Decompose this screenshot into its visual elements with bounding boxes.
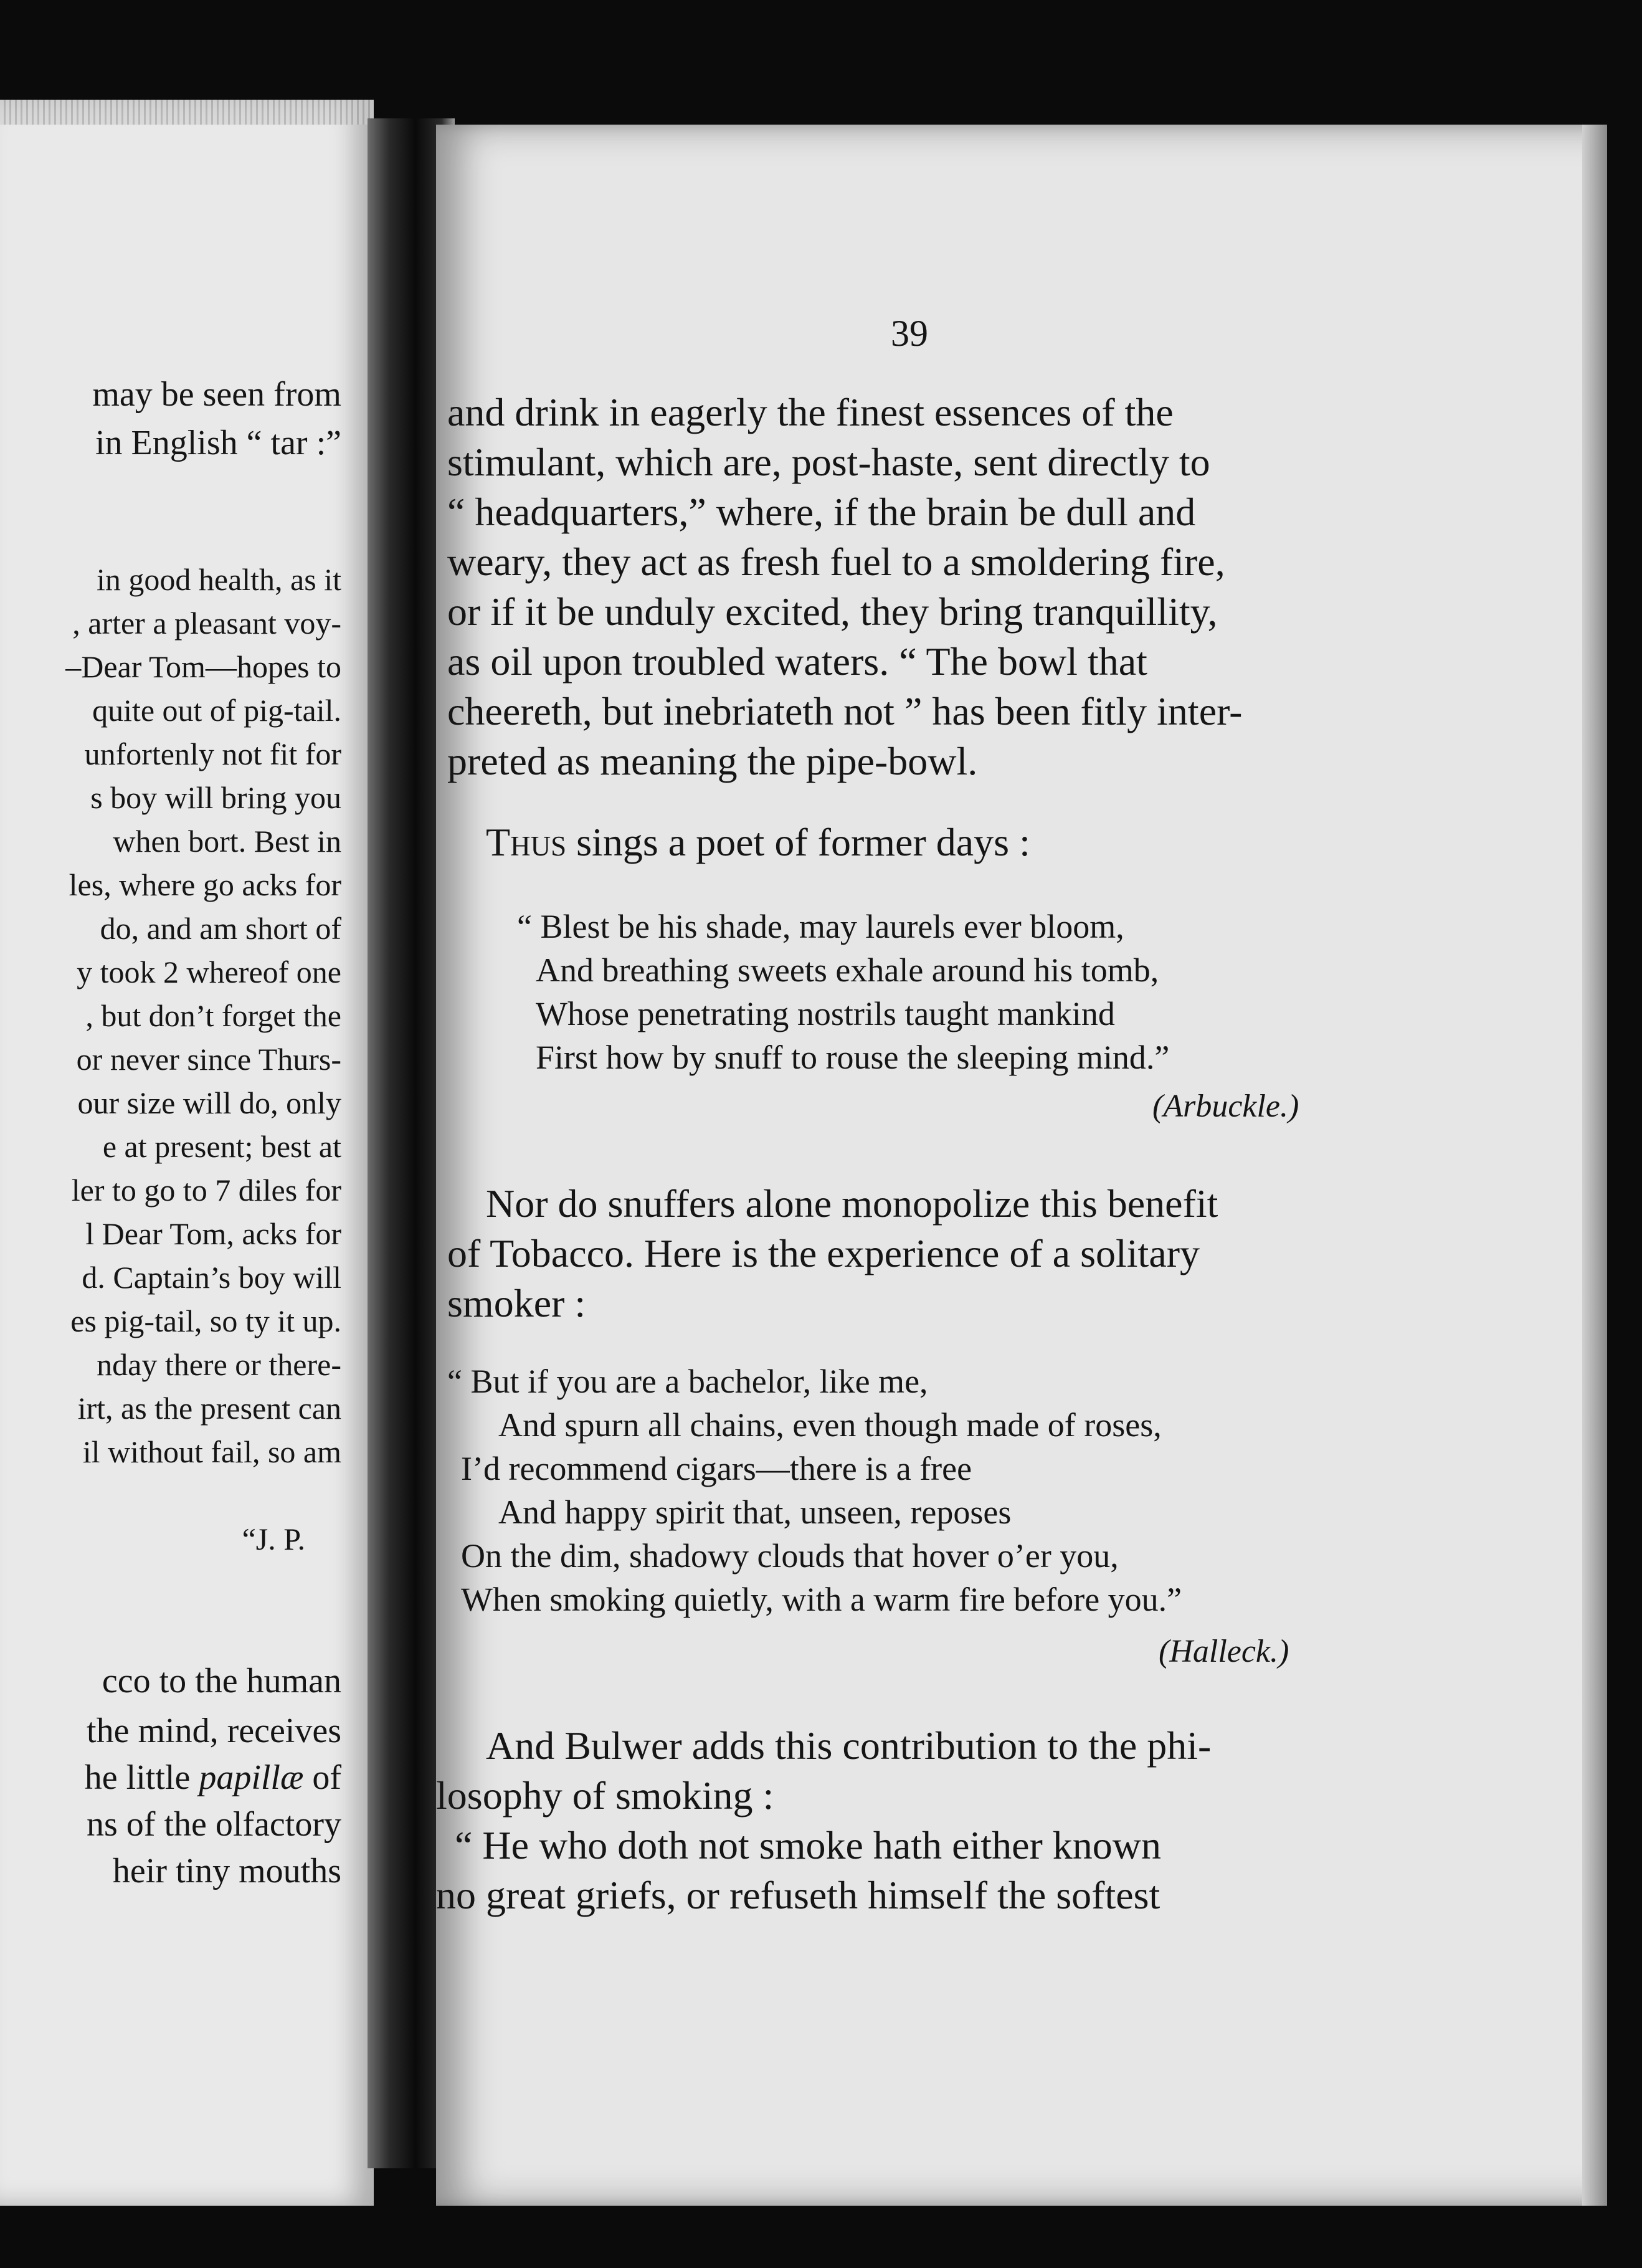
body-line: as oil upon troubled waters. “ The bowl that — [447, 639, 1147, 684]
verse-line: “ But if you are a bachelor, like me, — [447, 1363, 928, 1400]
left-line: il without fail, so am — [82, 1434, 341, 1469]
left-line: irt, as the present can — [77, 1391, 341, 1426]
verse-citation: (Halleck.) — [1159, 1634, 1289, 1669]
verse-line: Whose penetrating nostrils taught mankind — [536, 995, 1115, 1032]
left-line: our size will do, only — [77, 1085, 341, 1120]
body-line: or if it be unduly excited, they bring tranquillity, — [447, 589, 1218, 634]
verse-line: On the dim, shadowy clouds that hover o’er you, — [461, 1537, 1119, 1575]
verse-citation: (Arbuckle.) — [1152, 1089, 1299, 1124]
body-line: “ He who doth not smoke hath either known — [455, 1823, 1161, 1867]
right-page — [436, 125, 1607, 2206]
left-line: heir tiny mouths — [112, 1852, 341, 1890]
left-line: ler to go to 7 diles for — [71, 1173, 341, 1208]
verse-line: First how by snuff to rouse the sleeping mind.” — [536, 1039, 1170, 1076]
verse-line: And spurn all chains, even though made of roses, — [498, 1406, 1162, 1444]
body-line: weary, they act as fresh fuel to a smoldering fire, — [447, 540, 1225, 584]
left-line: the mind, receives — [87, 1712, 341, 1750]
body-line-text: sings a poet of former days : — [566, 820, 1030, 864]
left-line: when bort. Best in — [113, 824, 341, 859]
body-line: smoker : — [447, 1281, 586, 1325]
left-line: , arter a pleasant voy- — [72, 606, 341, 641]
body-line: Nor do snuffers alone monopolize this benefit — [486, 1181, 1218, 1226]
verse-line: When smoking quietly, with a warm fire before you.” — [461, 1581, 1182, 1618]
body-line: “ headquarters,” where, if the brain be dull and — [447, 490, 1196, 534]
left-line: –Dear Tom—hopes to — [65, 649, 341, 684]
left-line: es pig-tail, so ty it up. — [70, 1303, 341, 1338]
left-line: unfortenly not fit for — [84, 736, 341, 771]
body-line: no great griefs, or refuseth himself the softest — [436, 1873, 1160, 1917]
body-line: And Bulwer adds this contribution to the phi- — [486, 1723, 1212, 1768]
left-line: ns of the olfactory — [87, 1805, 341, 1844]
verse-line: And breathing sweets exhale around his tomb, — [536, 951, 1159, 989]
left-page — [0, 100, 374, 2206]
page-edge — [0, 100, 374, 125]
left-line: or never since Thurs- — [76, 1042, 341, 1077]
page-edge — [1582, 125, 1607, 2206]
page-number: 39 — [891, 313, 928, 354]
body-line: preted as meaning the pipe-bowl. — [447, 739, 978, 783]
left-line: in English “ tar :” — [95, 424, 341, 462]
left-line-text: he little — [84, 1758, 199, 1797]
left-line: e at present; best at — [102, 1129, 341, 1164]
left-line: cco to the human — [102, 1662, 341, 1700]
left-signature: “J. P. — [242, 1522, 305, 1556]
body-line — [486, 822, 1030, 862]
body-line: of Tobacco. Here is the experience of a solitary — [447, 1231, 1200, 1275]
verse-line: I’d recommend cigars—there is a free — [461, 1450, 972, 1487]
body-line: stimulant, which are, post-haste, sent directly to — [447, 440, 1210, 484]
left-line: nday there or there- — [97, 1347, 341, 1382]
body-line: losophy of smoking : — [436, 1773, 774, 1818]
verse-line: “ Blest be his shade, may laurels ever bloom, — [517, 908, 1124, 945]
left-line-italic: papillæ — [199, 1758, 304, 1797]
left-line: he little papillæ of — [84, 1758, 341, 1797]
left-line: , but don’t forget the — [85, 998, 341, 1033]
left-line: s boy will bring you — [90, 780, 341, 815]
left-line: l Dear Tom, acks for — [85, 1216, 341, 1251]
left-line: d. Captain’s boy will — [82, 1260, 341, 1295]
body-line: and drink in eagerly the finest essences of the — [447, 390, 1174, 434]
verse-line: And happy spirit that, unseen, reposes — [498, 1494, 1012, 1531]
left-line: les, where go acks for — [69, 867, 341, 902]
left-line: quite out of pig-tail. — [92, 693, 341, 728]
left-line: do, and am short of — [100, 911, 341, 946]
left-line: in good health, as it — [97, 562, 341, 597]
left-line: y took 2 whereof one — [77, 955, 341, 989]
small-caps-word: Thus — [486, 820, 567, 864]
body-line: cheereth, but inebriateth not ” has been fitly inter- — [447, 689, 1243, 733]
left-line: may be seen from — [92, 375, 341, 414]
